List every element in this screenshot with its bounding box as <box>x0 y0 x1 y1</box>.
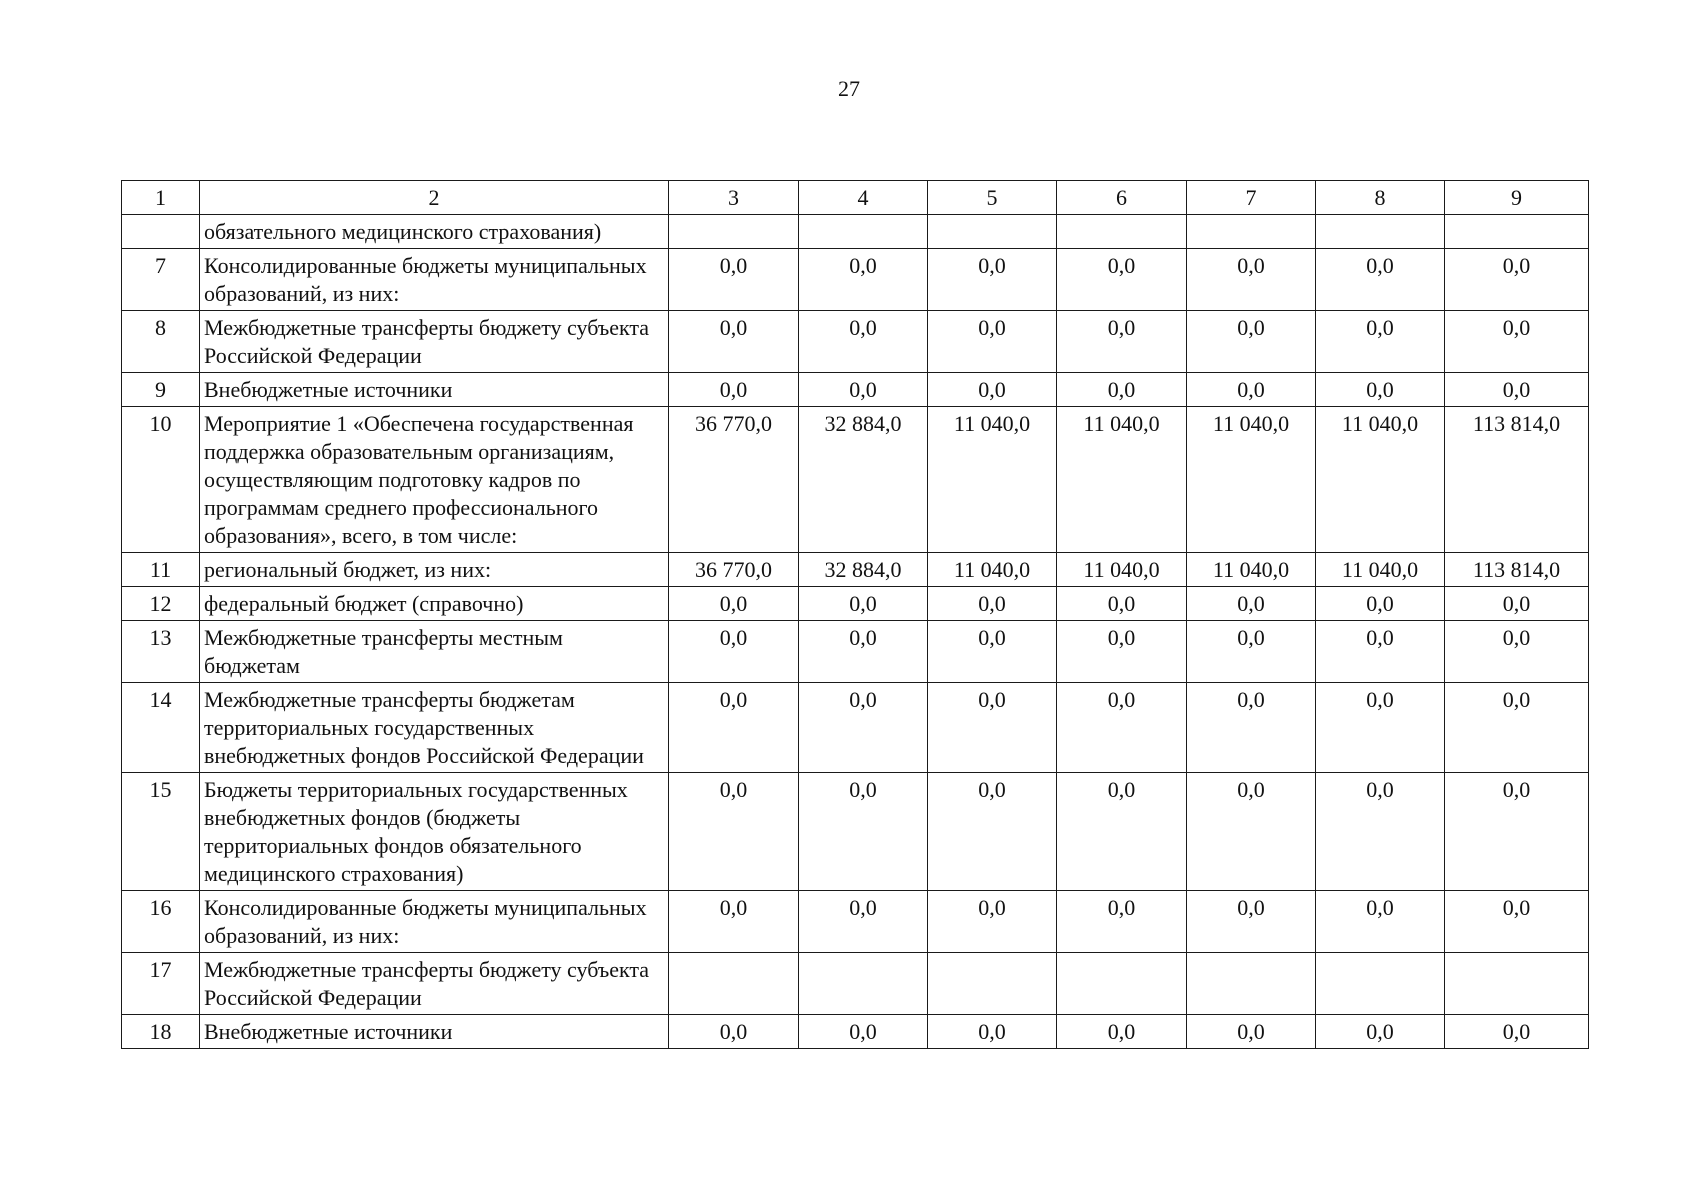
value-cell: 0,0 <box>1316 249 1445 311</box>
value-cell: 0,0 <box>928 587 1057 621</box>
value-cell: 0,0 <box>1316 373 1445 407</box>
value-cell: 0,0 <box>669 587 799 621</box>
value-cell: 0,0 <box>1057 621 1187 683</box>
header-cell: 2 <box>200 181 669 215</box>
value-cell: 0,0 <box>1445 1015 1589 1049</box>
table-body <box>122 181 1589 1049</box>
value-cell: 0,0 <box>799 587 928 621</box>
value-cell: 0,0 <box>669 1015 799 1049</box>
value-cell: 0,0 <box>1445 311 1589 373</box>
value-cell: 0,0 <box>928 249 1057 311</box>
header-cell: 1 <box>122 181 200 215</box>
value-cell: 0,0 <box>1057 587 1187 621</box>
row-name: Межбюджетные трансферты местным бюджетам <box>200 621 669 683</box>
row-number: 14 <box>122 683 200 773</box>
table-row <box>122 311 1589 373</box>
value-cell: 0,0 <box>799 373 928 407</box>
row-number: 15 <box>122 773 200 891</box>
row-number: 7 <box>122 249 200 311</box>
value-cell: 0,0 <box>1057 1015 1187 1049</box>
value-cell: 0,0 <box>669 683 799 773</box>
value-cell: 32 884,0 <box>799 407 928 553</box>
row-name: Консолидированные бюджеты муниципальных образований, из них: <box>200 249 669 311</box>
row-number: 9 <box>122 373 200 407</box>
table-row <box>122 249 1589 311</box>
value-cell: 0,0 <box>799 773 928 891</box>
row-name: Внебюджетные источники <box>200 1015 669 1049</box>
value-cell: 0,0 <box>799 621 928 683</box>
table-row <box>122 773 1589 891</box>
row-number: 17 <box>122 953 200 1015</box>
value-cell: 0,0 <box>799 1015 928 1049</box>
header-cell: 6 <box>1057 181 1187 215</box>
value-cell: 0,0 <box>1445 683 1589 773</box>
value-cell: 0,0 <box>1057 773 1187 891</box>
value-cell: 0,0 <box>1187 891 1316 953</box>
value-cell: 0,0 <box>1445 249 1589 311</box>
row-number: 12 <box>122 587 200 621</box>
header-row <box>122 181 1589 215</box>
value-cell <box>1316 953 1445 1015</box>
row-name: федеральный бюджет (справочно) <box>200 587 669 621</box>
value-cell: 0,0 <box>1187 249 1316 311</box>
value-cell: 0,0 <box>1445 587 1589 621</box>
value-cell: 0,0 <box>1057 373 1187 407</box>
value-cell: 0,0 <box>1187 1015 1316 1049</box>
value-cell: 0,0 <box>928 1015 1057 1049</box>
table-row <box>122 407 1589 553</box>
value-cell: 0,0 <box>1445 373 1589 407</box>
value-cell: 0,0 <box>928 621 1057 683</box>
table-row <box>122 587 1589 621</box>
row-name: Внебюджетные источники <box>200 373 669 407</box>
header-cell: 4 <box>799 181 928 215</box>
value-cell: 0,0 <box>1316 683 1445 773</box>
row-name: Мероприятие 1 «Обеспечена государственная поддержка образовательным организациям, осуществляющим подготовку кадров по программам среднего профессионального образования», всего, в том числе: <box>200 407 669 553</box>
value-cell: 0,0 <box>1187 587 1316 621</box>
value-cell: 0,0 <box>669 311 799 373</box>
row-number: 18 <box>122 1015 200 1049</box>
value-cell: 0,0 <box>669 621 799 683</box>
value-cell: 0,0 <box>1316 773 1445 891</box>
table-row <box>122 621 1589 683</box>
header-cell: 5 <box>928 181 1057 215</box>
value-cell: 113 814,0 <box>1445 407 1589 553</box>
value-cell: 32 884,0 <box>799 553 928 587</box>
row-name: Межбюджетные трансферты бюджетам территориальных государственных внебюджетных фондов Российской Федерации <box>200 683 669 773</box>
value-cell <box>1057 215 1187 249</box>
table-row <box>122 373 1589 407</box>
value-cell: 11 040,0 <box>1057 407 1187 553</box>
value-cell: 0,0 <box>1187 621 1316 683</box>
value-cell: 0,0 <box>669 891 799 953</box>
value-cell <box>1187 215 1316 249</box>
value-cell: 11 040,0 <box>1187 407 1316 553</box>
value-cell <box>799 215 928 249</box>
row-name: Бюджеты территориальных государственных внебюджетных фондов (бюджеты территориальных фондов обязательного медицинского страхования) <box>200 773 669 891</box>
value-cell: 0,0 <box>928 773 1057 891</box>
value-cell <box>1445 953 1589 1015</box>
value-cell: 36 770,0 <box>669 407 799 553</box>
value-cell: 0,0 <box>1316 311 1445 373</box>
row-name: обязательного медицинского страхования) <box>200 215 669 249</box>
value-cell: 0,0 <box>1187 773 1316 891</box>
page-number: 27 <box>838 76 860 101</box>
table-row <box>122 1015 1589 1049</box>
value-cell: 11 040,0 <box>1187 553 1316 587</box>
table-row <box>122 553 1589 587</box>
value-cell: 0,0 <box>1445 621 1589 683</box>
table-row <box>122 683 1589 773</box>
value-cell: 0,0 <box>669 249 799 311</box>
value-cell: 11 040,0 <box>1316 407 1445 553</box>
value-cell: 0,0 <box>1057 311 1187 373</box>
value-cell: 0,0 <box>1057 891 1187 953</box>
value-cell: 0,0 <box>799 249 928 311</box>
row-name: Межбюджетные трансферты бюджету субъекта Российской Федерации <box>200 311 669 373</box>
value-cell: 0,0 <box>1187 311 1316 373</box>
row-number: 11 <box>122 553 200 587</box>
header-cell: 3 <box>669 181 799 215</box>
value-cell <box>799 953 928 1015</box>
value-cell: 11 040,0 <box>928 553 1057 587</box>
value-cell: 0,0 <box>669 773 799 891</box>
row-number: 10 <box>122 407 200 553</box>
table-row <box>122 215 1589 249</box>
value-cell: 0,0 <box>928 311 1057 373</box>
value-cell: 36 770,0 <box>669 553 799 587</box>
value-cell: 11 040,0 <box>1057 553 1187 587</box>
row-number <box>122 215 200 249</box>
header-cell: 9 <box>1445 181 1589 215</box>
value-cell: 0,0 <box>1445 891 1589 953</box>
value-cell: 0,0 <box>1057 249 1187 311</box>
value-cell: 0,0 <box>799 891 928 953</box>
row-name: Консолидированные бюджеты муниципальных образований, из них: <box>200 891 669 953</box>
value-cell: 0,0 <box>669 373 799 407</box>
row-name: региональный бюджет, из них: <box>200 553 669 587</box>
value-cell: 0,0 <box>1316 587 1445 621</box>
value-cell <box>1057 953 1187 1015</box>
value-cell: 11 040,0 <box>1316 553 1445 587</box>
value-cell <box>1445 215 1589 249</box>
value-cell: 113 814,0 <box>1445 553 1589 587</box>
row-number: 16 <box>122 891 200 953</box>
value-cell: 0,0 <box>1316 621 1445 683</box>
header-cell: 8 <box>1316 181 1445 215</box>
row-name: Межбюджетные трансферты бюджету субъекта Российской Федерации <box>200 953 669 1015</box>
table-row <box>122 953 1589 1015</box>
value-cell <box>928 215 1057 249</box>
header-cell: 7 <box>1187 181 1316 215</box>
value-cell: 0,0 <box>928 373 1057 407</box>
value-cell: 0,0 <box>1445 773 1589 891</box>
value-cell: 0,0 <box>928 891 1057 953</box>
value-cell <box>928 953 1057 1015</box>
table-row <box>122 891 1589 953</box>
value-cell: 11 040,0 <box>928 407 1057 553</box>
value-cell: 0,0 <box>928 683 1057 773</box>
value-cell <box>669 953 799 1015</box>
value-cell: 0,0 <box>1057 683 1187 773</box>
row-number: 8 <box>122 311 200 373</box>
value-cell: 0,0 <box>1316 891 1445 953</box>
value-cell: 0,0 <box>1316 1015 1445 1049</box>
value-cell: 0,0 <box>1187 683 1316 773</box>
value-cell <box>1316 215 1445 249</box>
value-cell: 0,0 <box>799 683 928 773</box>
value-cell: 0,0 <box>1187 373 1316 407</box>
value-cell <box>1187 953 1316 1015</box>
row-number: 13 <box>122 621 200 683</box>
value-cell: 0,0 <box>799 311 928 373</box>
value-cell <box>669 215 799 249</box>
budget-table <box>121 180 1589 1049</box>
